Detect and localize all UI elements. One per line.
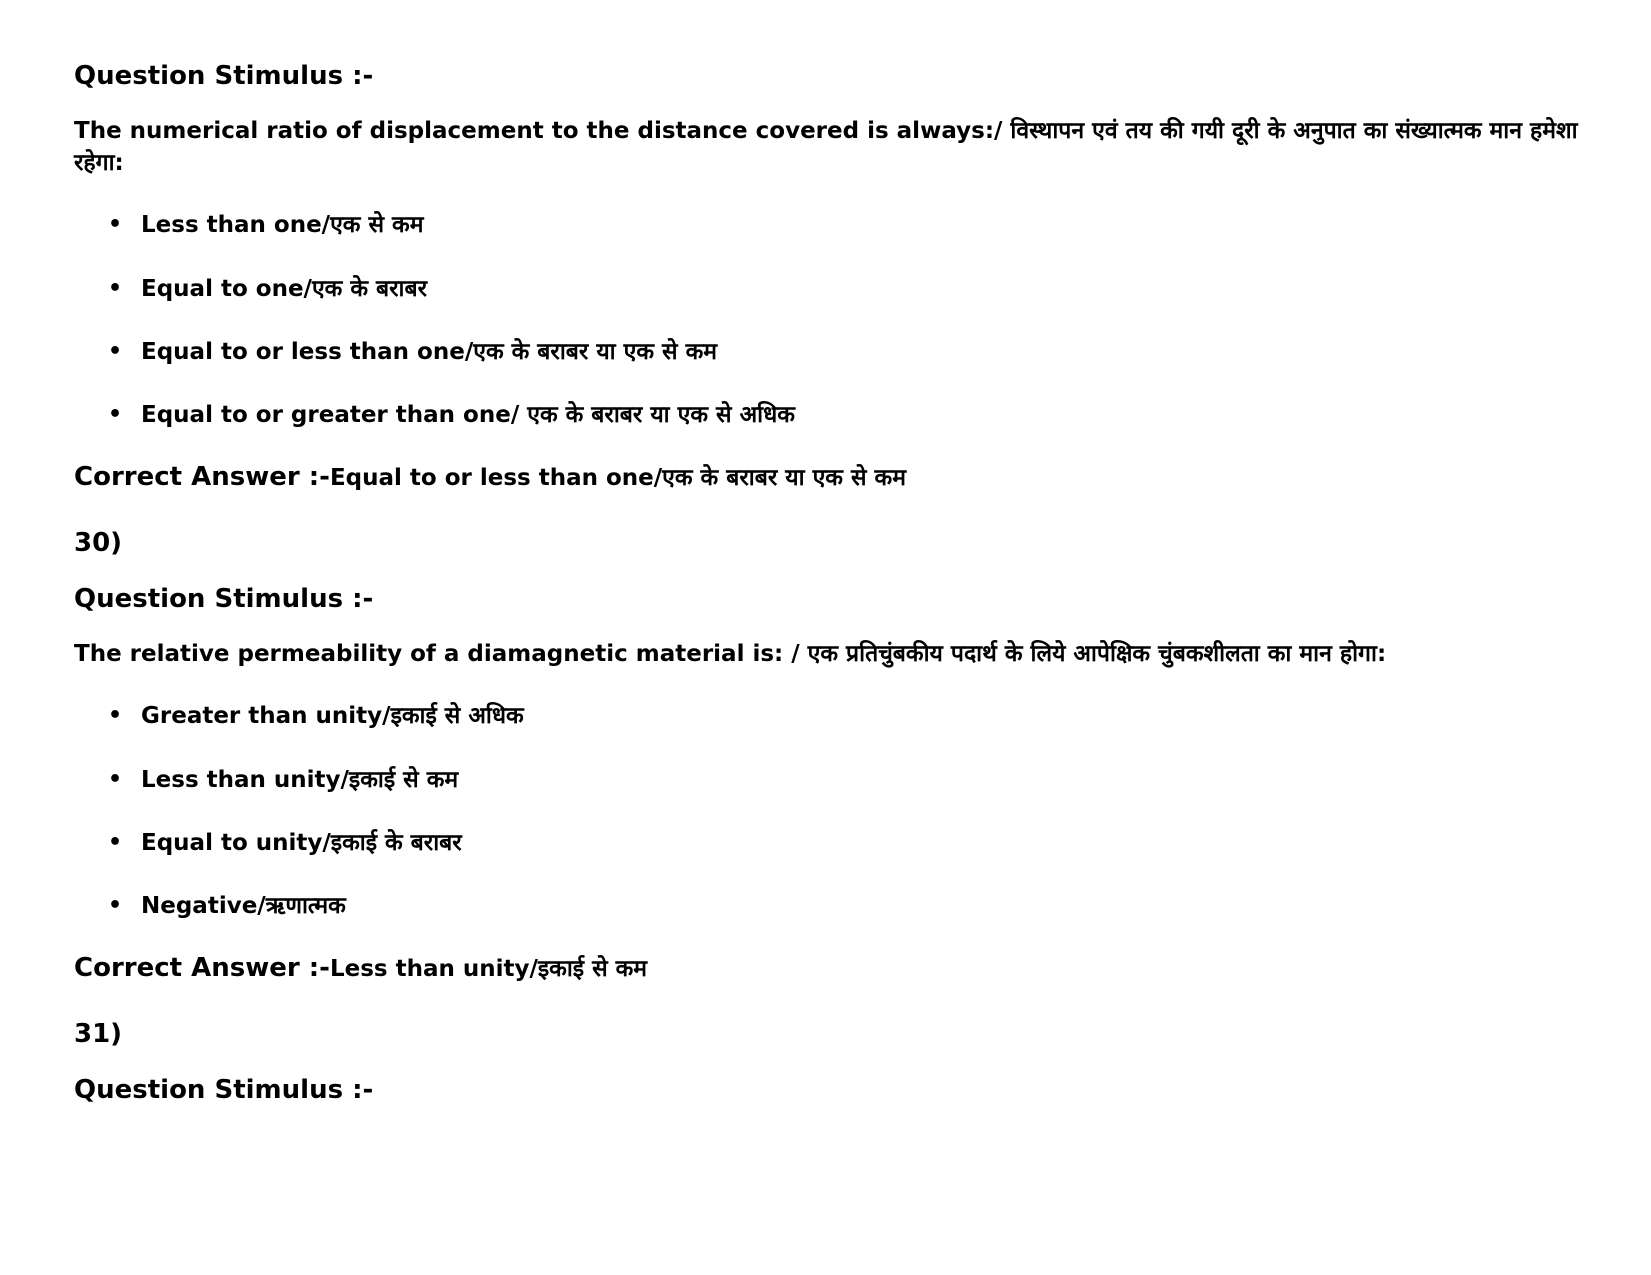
question-stimulus-label: Question Stimulus :- — [74, 1075, 374, 1105]
option-item — [108, 765, 1611, 795]
option-text: Negative/ऋणात्मक — [141, 893, 346, 919]
option-text: Less than one/एक से कम — [141, 212, 424, 238]
option-item — [108, 400, 1611, 430]
correct-answer-text: Less than unity/इकाई से कम — [329, 956, 648, 982]
question-number: 31) — [74, 1019, 123, 1049]
option-item — [108, 891, 1611, 921]
correct-answer-label: Correct Answer :- — [74, 953, 330, 983]
question-stimulus-label: Question Stimulus :- — [74, 61, 374, 91]
option-item — [108, 210, 1611, 240]
option-text: Greater than unity/इकाई से अधिक — [141, 703, 524, 729]
option-item — [108, 337, 1611, 367]
bullet-icon: • — [108, 767, 123, 792]
correct-answer — [74, 952, 1611, 985]
question-stimulus-label: Question Stimulus :- — [74, 584, 374, 614]
bullet-icon: • — [108, 339, 123, 364]
question-stem: The relative permeability of a diamagnetic material is: / एक प्रतिचुंबकीय पदार्थ के लिये आपेक्षिक चुंबकशीलता का मान होगा: — [74, 641, 1387, 667]
option-text: Equal to one/एक के बराबर — [141, 276, 428, 302]
correct-answer-label: Correct Answer :- — [74, 462, 330, 492]
bullet-icon: • — [108, 703, 123, 728]
option-text: Equal to or greater than one/ एक के बराबर या एक से अधिक — [141, 402, 795, 428]
option-item — [108, 274, 1611, 304]
option-text: Less than unity/इकाई से कम — [141, 767, 459, 793]
option-item — [108, 701, 1611, 731]
correct-answer-text: Equal to or less than one/एक के बराबर या एक से कम — [329, 465, 906, 491]
question-number: 30) — [74, 528, 123, 558]
correct-answer — [74, 461, 1611, 494]
bullet-icon: • — [108, 402, 123, 427]
question-stem: The numerical ratio of displacement to the distance covered is always:/ विस्थापन एवं तय की गयी दूरी के अनुपात का संख्यात्मक मान हमेशा रहेगा: — [74, 118, 1578, 176]
bullet-icon: • — [108, 893, 123, 918]
bullet-icon: • — [108, 830, 123, 855]
bullet-icon: • — [108, 212, 123, 237]
option-text: Equal to unity/इकाई के बराबर — [141, 830, 462, 856]
bullet-icon: • — [108, 276, 123, 301]
option-text: Equal to or less than one/एक के बराबर या एक से कम — [141, 339, 718, 365]
option-item — [108, 828, 1611, 858]
